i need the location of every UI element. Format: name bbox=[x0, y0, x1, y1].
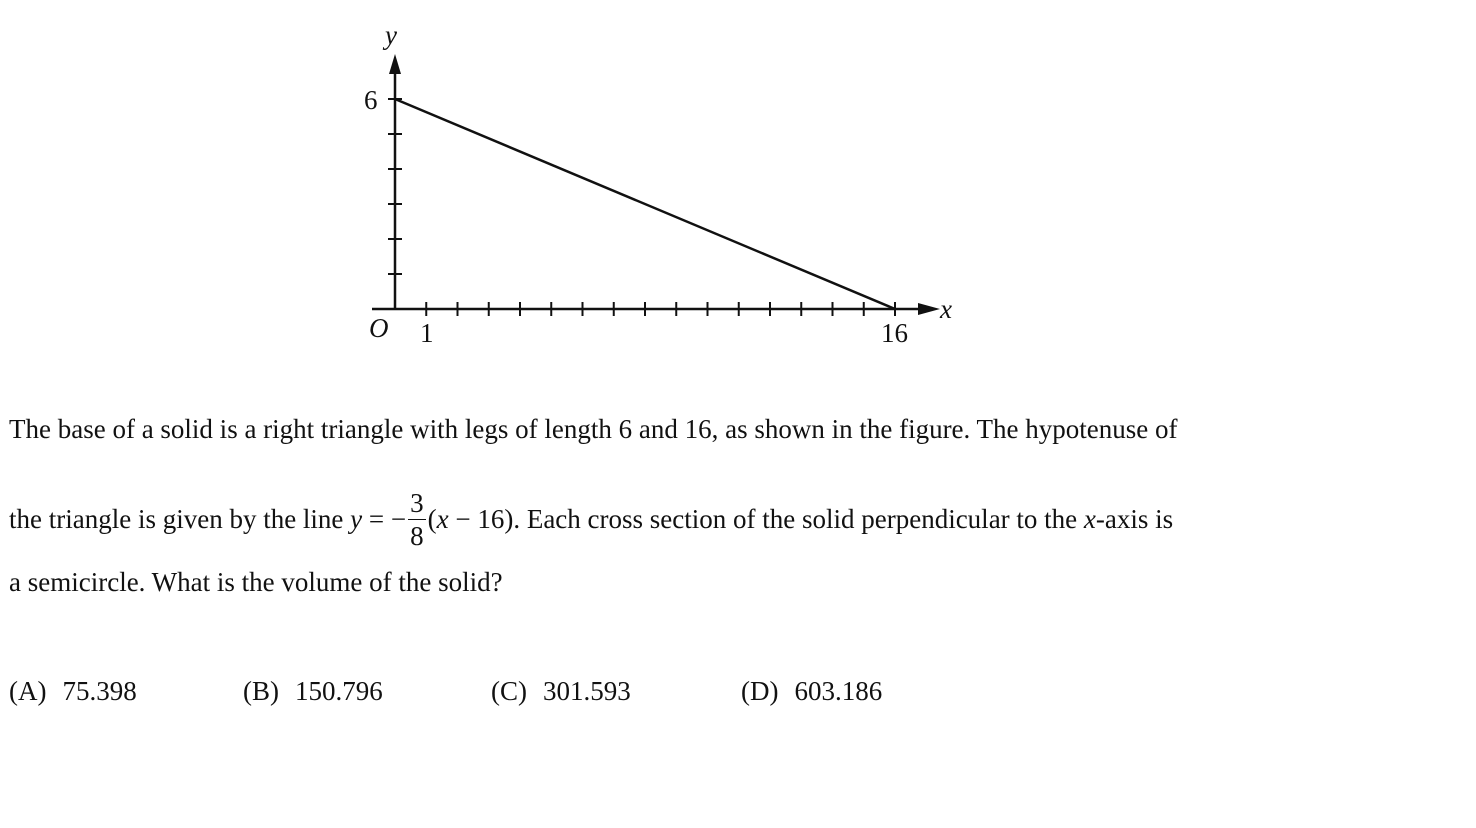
equation-open-paren: ( bbox=[427, 504, 437, 535]
choice-a[interactable] bbox=[9, 678, 137, 705]
choice-b-letter: (B) bbox=[243, 676, 279, 706]
choice-a-value: 75.398 bbox=[62, 676, 137, 706]
y-tick-label-6: 6 bbox=[364, 85, 378, 115]
choice-c[interactable] bbox=[491, 678, 631, 705]
x-tick-label-16: 16 bbox=[881, 318, 908, 348]
y-axis-arrow bbox=[389, 54, 401, 74]
x-axis-label: x bbox=[940, 294, 952, 324]
question-line-2 bbox=[9, 488, 1174, 552]
equation-equals: = bbox=[368, 504, 385, 535]
triangle-figure bbox=[0, 0, 1476, 380]
y-axis-label: y bbox=[385, 20, 397, 50]
origin-label: O bbox=[369, 313, 389, 343]
choice-d-value: 603.186 bbox=[794, 676, 883, 706]
equation-x-var: x bbox=[436, 504, 449, 535]
fraction bbox=[408, 490, 426, 550]
choice-b-value: 150.796 bbox=[295, 676, 383, 706]
x-tick-label-1: 1 bbox=[420, 318, 434, 348]
question-line-3: a semicircle. What is the volume of the solid? bbox=[9, 567, 503, 597]
line2-prefix: the triangle is given by the line bbox=[9, 504, 344, 535]
axis-var: x bbox=[1083, 504, 1096, 535]
equation-y-var: y bbox=[350, 504, 363, 535]
choice-c-value: 301.593 bbox=[543, 676, 631, 706]
question-line-1: The base of a solid is a right triangle with legs of length 6 and 16, as shown in the figure. The hypotenuse of bbox=[9, 414, 1178, 444]
line2-suffix: -axis is bbox=[1095, 504, 1174, 535]
hypotenuse-line bbox=[395, 99, 895, 309]
fraction-denominator: 8 bbox=[410, 521, 424, 551]
x-axis-arrow bbox=[918, 303, 940, 315]
equation-rest: − 16). Each cross section of the solid perpendicular to the bbox=[448, 504, 1078, 535]
choice-d[interactable] bbox=[741, 678, 882, 705]
choice-d-letter: (D) bbox=[741, 676, 779, 706]
choice-b[interactable] bbox=[243, 678, 383, 705]
choice-a-letter: (A) bbox=[9, 676, 47, 706]
fraction-numerator: 3 bbox=[410, 488, 424, 518]
equation-minus: − bbox=[390, 504, 407, 535]
choice-c-letter: (C) bbox=[491, 676, 527, 706]
